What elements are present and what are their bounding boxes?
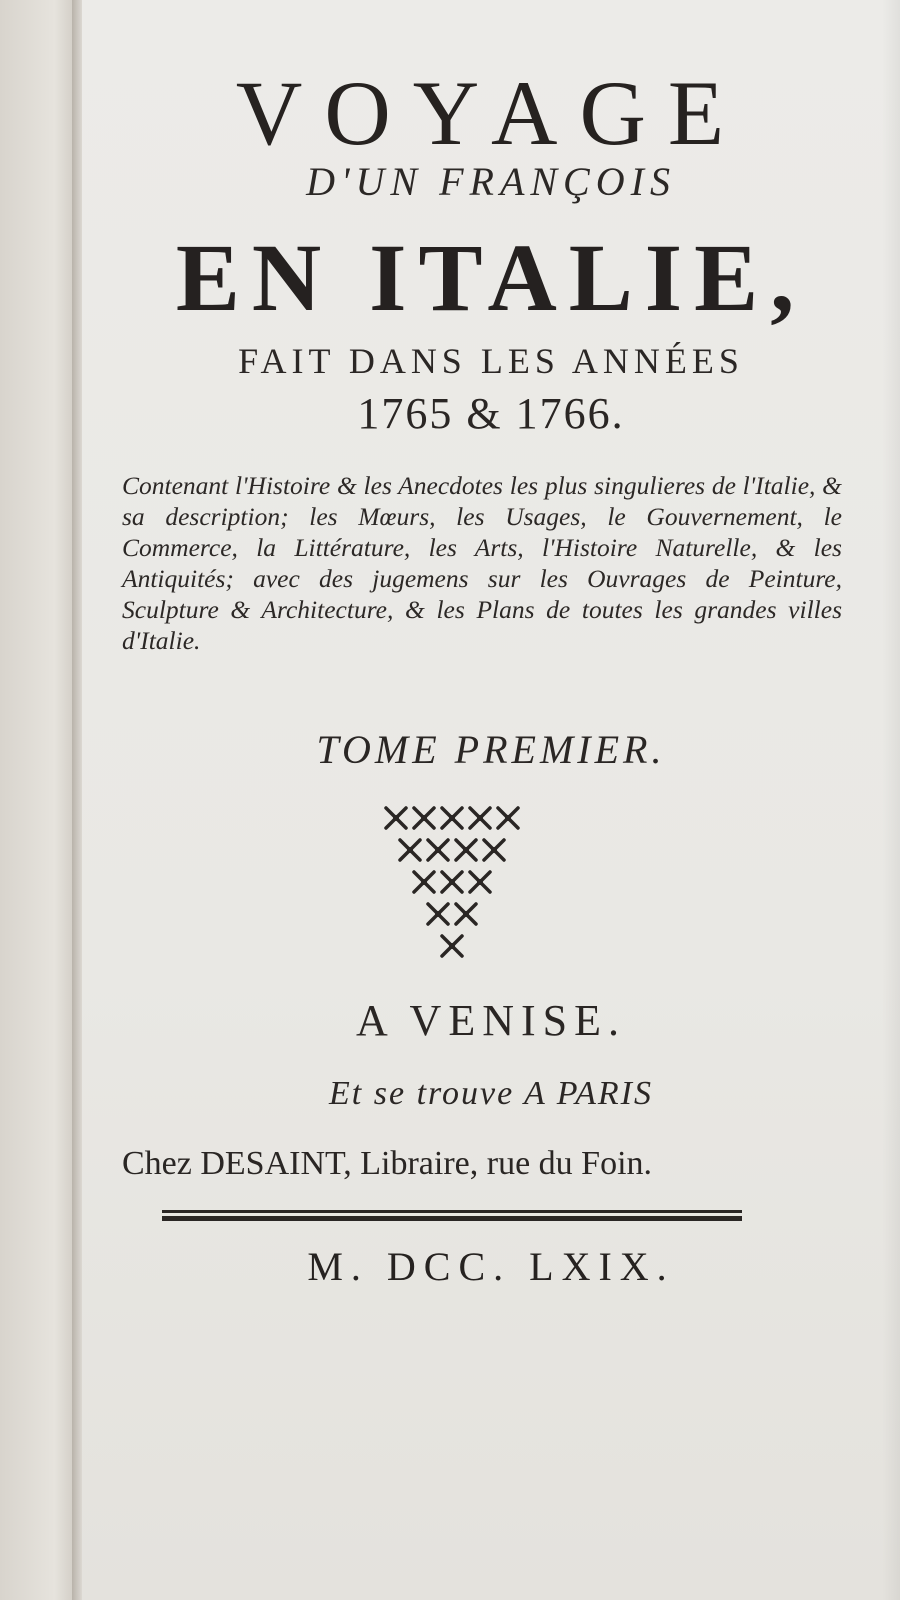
ornament-cross xyxy=(442,936,462,956)
ornament-cross xyxy=(442,808,462,828)
page-edge-shadow xyxy=(882,0,900,1600)
title-en-italie: EN ITALIE, xyxy=(175,224,807,331)
ornament-cross xyxy=(498,808,518,828)
title-fait-dans-les-annees: FAIT DANS LES ANNÉES xyxy=(238,341,744,381)
ornament-cross xyxy=(428,904,448,924)
ornament-cross xyxy=(470,808,490,828)
ornament-cross xyxy=(414,872,434,892)
ornament-cross xyxy=(456,904,476,924)
ornament-cross xyxy=(386,808,406,828)
title-years: 1765 & 1766. xyxy=(357,389,625,438)
title-dun-francois: D'UN FRANÇOIS xyxy=(306,159,676,204)
ornament-cross xyxy=(414,808,434,828)
ornament-cross xyxy=(484,840,504,860)
imprint-found-at: Et se trouve A PARIS xyxy=(329,1075,653,1112)
imprint-date: M. DCC. LXIX. xyxy=(307,1244,675,1289)
title-voyage: VOYAGE xyxy=(235,62,747,164)
imprint-publisher: Chez DESAINT, Libraire, rue du Foin. xyxy=(122,1145,653,1182)
ornament-cross xyxy=(400,840,420,860)
subtitle-description: Contenant l'Histoire & les Anecdotes les plus singulieres de l'Italie, & sa description; les Mœurs, les Usages, le Gouvernement, le Commerce, la Littérature, les Arts, l'Histoire Naturelle, & les Antiquités; avec des jugemens sur les Ouvrages de Peinture, Sculpture & Architecture, & les Plans de toutes les grandes villes d'Italie. xyxy=(122,471,842,655)
left-page-edge xyxy=(0,0,78,1600)
ornament-cross xyxy=(470,872,490,892)
volume-label: TOME PREMIER. xyxy=(316,727,666,772)
ornament-cross xyxy=(428,840,448,860)
crosses-triangle-ornament-icon xyxy=(372,800,532,970)
ornament-cross xyxy=(456,840,476,860)
ornament-cross xyxy=(442,872,462,892)
title-page xyxy=(82,0,900,1600)
imprint-place: A VENISE. xyxy=(356,996,626,1045)
double-rule-divider xyxy=(162,1208,742,1224)
